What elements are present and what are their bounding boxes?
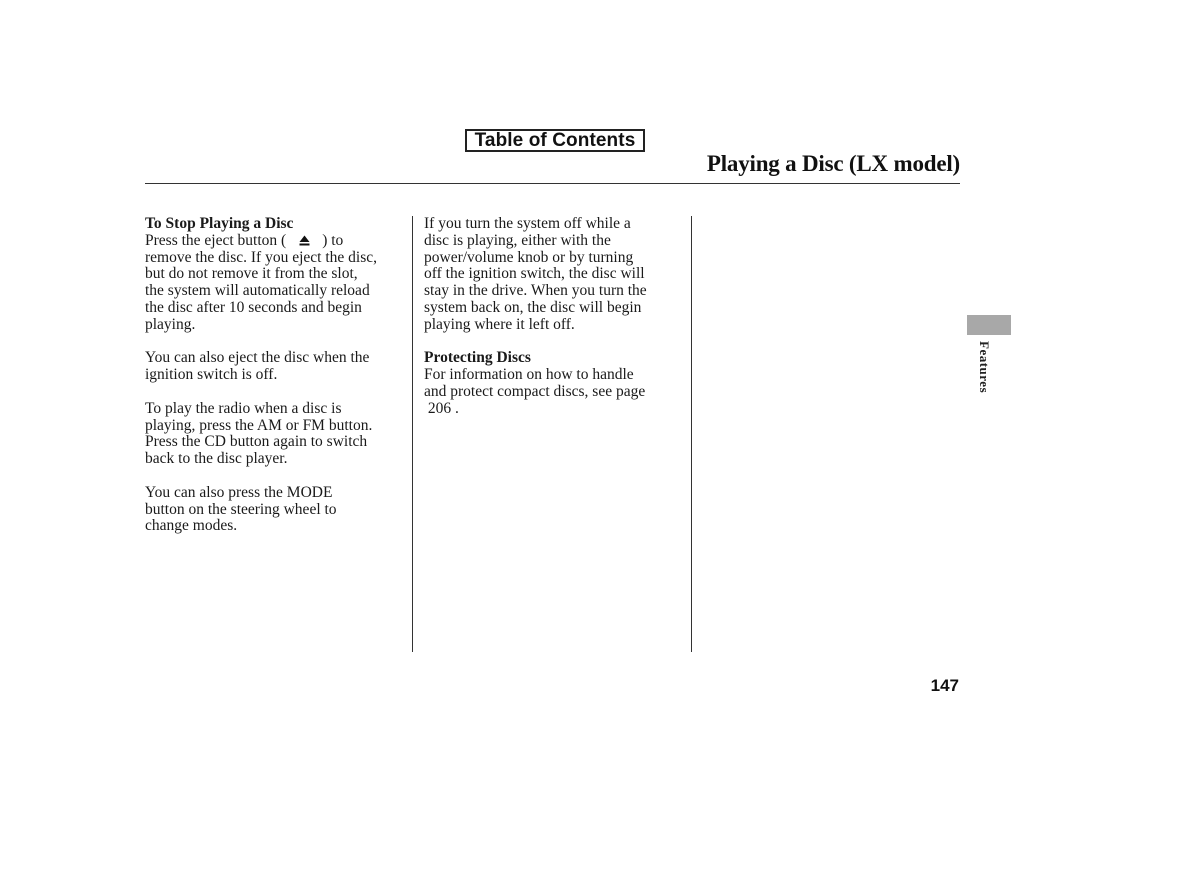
text-line: [424, 401, 686, 418]
table-of-contents-link[interactable]: Table of Contents: [465, 129, 645, 152]
text-line: playing.: [145, 315, 196, 333]
section-heading-stop-playing: To Stop Playing a Disc: [145, 215, 294, 232]
paragraph-play-radio: [145, 401, 407, 468]
left-column: [145, 216, 407, 552]
text-line: You can also eject the disc when the: [145, 349, 370, 367]
text-line: back to the disc player.: [145, 450, 288, 468]
text-line: the disc after 10 seconds and begin: [145, 298, 362, 316]
paragraph-eject-ignition-off: [145, 350, 407, 384]
middle-column: [424, 216, 686, 434]
text-line: playing, press the AM or FM button.: [145, 416, 373, 434]
text-fragment: Press the eject button (: [145, 231, 287, 249]
paragraph-system-off: [424, 216, 686, 334]
text-line: the system will automatically reload: [145, 282, 370, 300]
eject-icon-wrap: [286, 233, 322, 250]
paragraph-eject: [145, 233, 407, 334]
page-title: Playing a Disc (LX model): [706, 151, 960, 176]
text-line: but do not remove it from the slot,: [145, 265, 358, 283]
page-reference-link[interactable]: 206: [427, 399, 452, 417]
text-line: off the ignition switch, the disc will: [424, 265, 645, 283]
text-fragment: .: [455, 399, 459, 417]
text-line: remove the disc. If you eject the disc,: [145, 248, 377, 266]
paragraph-protecting-discs: [424, 367, 686, 417]
text-line: Press the CD button again to switch: [145, 433, 368, 451]
text-line: and protect compact discs, see page: [424, 382, 646, 400]
section-tab-label: Features: [977, 341, 992, 394]
column-divider: [412, 216, 413, 652]
text-line: If you turn the system off while a: [424, 215, 631, 232]
text-line: You can also press the MODE: [145, 483, 333, 501]
text-line: disc is playing, either with the: [424, 231, 611, 249]
title-rule: [145, 183, 960, 184]
text-line: stay in the drive. When you turn the: [424, 282, 647, 300]
text-line: For information on how to handle: [424, 366, 634, 384]
text-line: playing where it left off.: [424, 315, 575, 333]
column-divider: [691, 216, 692, 652]
text-fragment: ) to: [322, 231, 344, 249]
text-line: power/volume knob or by turning: [424, 248, 634, 266]
section-tab-marker: [967, 315, 1011, 335]
text-line: change modes.: [145, 517, 238, 535]
text-line: To play the radio when a disc is: [145, 399, 342, 417]
eject-icon: [299, 235, 310, 246]
text-line: ignition switch is off.: [145, 366, 278, 384]
page-number: 147: [930, 676, 959, 695]
text-line: button on the steering wheel to: [145, 500, 337, 518]
text-line: [145, 233, 407, 250]
section-heading-protecting-discs: Protecting Discs: [424, 349, 531, 367]
paragraph-mode-button: [145, 485, 407, 535]
text-line: system back on, the disc will begin: [424, 298, 642, 316]
